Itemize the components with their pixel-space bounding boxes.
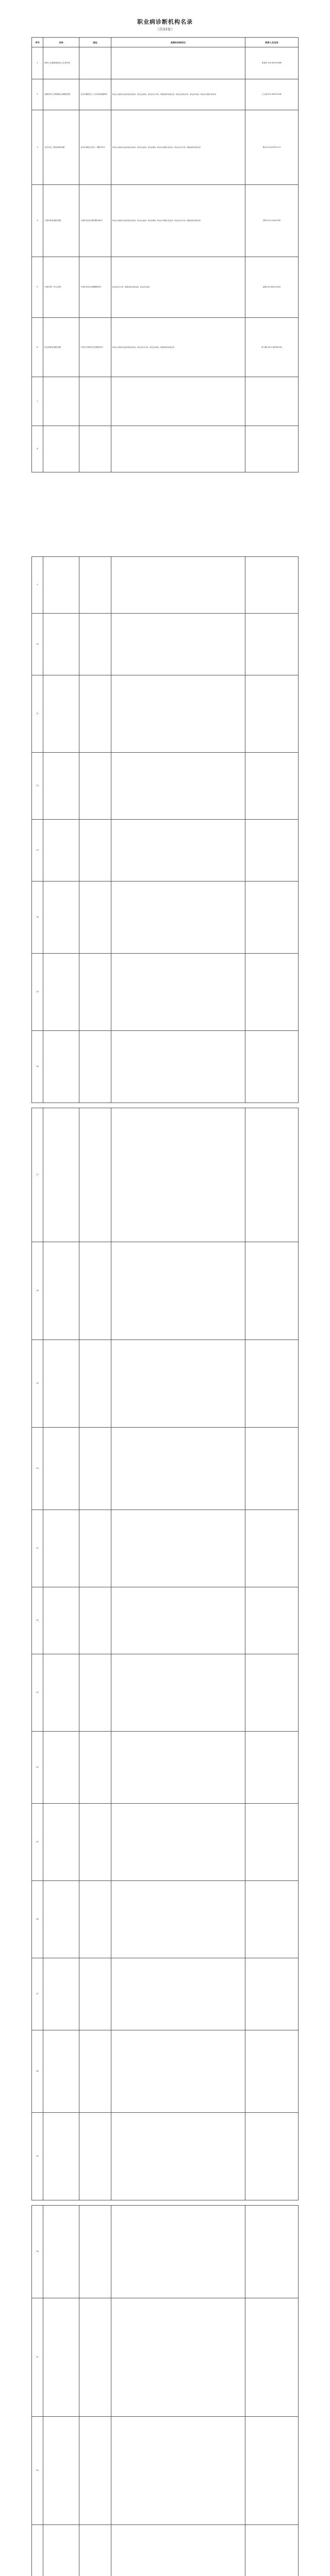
- table-row: [32, 110, 299, 185]
- diagnosis-items: [111, 1881, 245, 1958]
- diagnosis-items: [111, 820, 245, 882]
- row-number: 23: [32, 1654, 43, 1732]
- contact-info: [245, 1587, 299, 1654]
- institution-address: [79, 1732, 111, 1804]
- contact-info: [245, 2206, 299, 2298]
- row-number: 28: [32, 2030, 43, 2113]
- institution-name: [43, 1958, 79, 2030]
- table-row: [32, 185, 299, 257]
- institution-name: [43, 1881, 79, 1958]
- table-row: [32, 1510, 299, 1587]
- institution-address: [79, 1428, 111, 1510]
- table-row: [32, 426, 299, 472]
- institution-name: [43, 1804, 79, 1881]
- table-row: [32, 377, 299, 426]
- institution-name: [43, 675, 79, 753]
- institution-address: [79, 2298, 111, 2417]
- table-row: [32, 1587, 299, 1654]
- diagnosis-items: [111, 377, 245, 426]
- table-row: [32, 1340, 299, 1428]
- diagnosis-items: 职业性尘肺病及其他呼吸系统疾病、职业性皮肤病、职业性眼病、职业性耳鼻喉口腔疾病、职业性化学中毒、物理因素所致职业病: [111, 110, 245, 185]
- institution-name: [43, 557, 79, 614]
- table-row: [32, 882, 299, 954]
- table-row: [32, 1958, 299, 2030]
- row-number: 31: [32, 2298, 43, 2417]
- row-number: 12: [32, 753, 43, 820]
- contact-info: [245, 1428, 299, 1510]
- row-number: 25: [32, 1804, 43, 1881]
- row-number: 15: [32, 954, 43, 1031]
- contact-info: [245, 1108, 299, 1242]
- institution-name: [43, 882, 79, 954]
- directory-table-block-4: [31, 1654, 299, 2200]
- table-row: [32, 1804, 299, 1881]
- row-number: 11: [32, 675, 43, 753]
- institution-name: [43, 1031, 79, 1103]
- contact-info: [245, 1340, 299, 1428]
- contact-info: 张建芳 010-83132380: [245, 47, 299, 79]
- row-number: 8: [32, 426, 43, 472]
- institution-name: [43, 1732, 79, 1804]
- institution-address: [79, 557, 111, 614]
- row-number: 1: [32, 47, 43, 79]
- row-number: 29: [32, 2113, 43, 2200]
- diagnosis-items: [111, 1340, 245, 1428]
- institution-address: [79, 2206, 111, 2298]
- institution-name: [43, 753, 79, 820]
- row-number: 13: [32, 820, 43, 882]
- institution-name: [43, 1340, 79, 1428]
- institution-address: [79, 2030, 111, 2113]
- page-subtitle: （共33家）: [155, 27, 175, 31]
- column-header-institution-name: 名称: [43, 38, 79, 47]
- row-number: 18: [32, 1242, 43, 1340]
- row-number: 32: [32, 2417, 43, 2525]
- institution-name: 北京市化工职业病防治院: [43, 110, 79, 185]
- institution-address: [79, 1958, 111, 2030]
- page-title: 职业病诊断机构名录: [137, 19, 193, 25]
- institution-address: [79, 47, 111, 79]
- contact-info: [245, 2030, 299, 2113]
- contact-info: 李立鹏 0311-86955502: [245, 318, 299, 377]
- contact-info: [245, 954, 299, 1031]
- table-row: [32, 1732, 299, 1804]
- diagnosis-items: [111, 882, 245, 954]
- directory-table-block-5: [31, 2205, 299, 2576]
- table-row: [32, 820, 299, 882]
- contact-info: [245, 1804, 299, 1881]
- contact-info: [245, 1510, 299, 1587]
- contact-info: [245, 557, 299, 614]
- institution-name: 国家卫生健康委职业卫生研究所: [43, 47, 79, 79]
- contact-info: 陈岩 010-62591173: [245, 110, 299, 185]
- institution-address: [79, 2417, 111, 2525]
- diagnosis-items: [111, 2525, 245, 2576]
- contact-info: [245, 2298, 299, 2417]
- contact-info: [245, 1242, 299, 1340]
- table-row: [32, 2298, 299, 2417]
- table-row: [32, 1031, 299, 1103]
- institution-address: [79, 1242, 111, 1340]
- row-number: 5: [32, 257, 43, 318]
- row-number: 6: [32, 318, 43, 377]
- institution-name: 首都医科大学附属北京朝阳医院: [43, 79, 79, 110]
- institution-address: [79, 820, 111, 882]
- contact-info: [245, 753, 299, 820]
- row-number: [32, 2525, 43, 2576]
- row-number: 20: [32, 1428, 43, 1510]
- institution-address: [79, 675, 111, 753]
- institution-name: [43, 1654, 79, 1732]
- institution-address: [79, 753, 111, 820]
- row-number: 30: [32, 2206, 43, 2298]
- diagnosis-items: [111, 2206, 245, 2298]
- diagnosis-items: [111, 47, 245, 79]
- table-row: [32, 1108, 299, 1242]
- table-row: [32, 1242, 299, 1340]
- row-number: 9: [32, 557, 43, 614]
- institution-name: [43, 2298, 79, 2417]
- diagnosis-items: [111, 1031, 245, 1103]
- row-number: 4: [32, 185, 43, 257]
- institution-address: 天津市河北区律纬路166号: [79, 185, 111, 257]
- institution-name: [43, 426, 79, 472]
- contact-info: [245, 377, 299, 426]
- institution-name: [43, 1587, 79, 1654]
- institution-name: [43, 2525, 79, 2576]
- contact-info: [245, 426, 299, 472]
- institution-name: [43, 1108, 79, 1242]
- contact-info: [245, 2417, 299, 2525]
- diagnosis-items: [111, 2113, 245, 2200]
- institution-address: [79, 1108, 111, 1242]
- contact-info: [245, 1031, 299, 1103]
- contact-info: 刘利 022-24447230: [245, 185, 299, 257]
- institution-address: [79, 2525, 111, 2576]
- table-row: [32, 2030, 299, 2113]
- diagnosis-items: [111, 1242, 245, 1340]
- row-number: 16: [32, 1031, 43, 1103]
- institution-name: [43, 954, 79, 1031]
- table-row: [32, 2113, 299, 2200]
- contact-info: [245, 1654, 299, 1732]
- institution-address: [79, 1031, 111, 1103]
- diagnosis-items: [111, 2030, 245, 2113]
- contact-info: [245, 614, 299, 675]
- diagnosis-items: [111, 1732, 245, 1804]
- contact-info: [245, 1881, 299, 1958]
- diagnosis-items: [111, 954, 245, 1031]
- row-number: 26: [32, 1881, 43, 1958]
- diagnosis-items: [111, 2417, 245, 2525]
- table-row: [32, 557, 299, 614]
- institution-address: 天津市河东区津塘路83号: [79, 257, 111, 318]
- institution-address: [79, 1510, 111, 1587]
- institution-address: [79, 426, 111, 472]
- institution-address: [79, 954, 111, 1031]
- table-row: [32, 1881, 299, 1958]
- contact-info: [245, 2113, 299, 2200]
- diagnosis-items: [111, 1428, 245, 1510]
- directory-table-block-3: [31, 1108, 299, 1654]
- table-row: [32, 257, 299, 318]
- institution-name: [43, 2417, 79, 2525]
- column-header-diagnosis-items: 备案的诊断项目: [111, 38, 245, 47]
- diagnosis-items: [111, 753, 245, 820]
- institution-name: 天津市职业病防治院: [43, 185, 79, 257]
- table-row: [32, 47, 299, 79]
- institution-address: [79, 1654, 111, 1732]
- institution-name: 天津市第三中心医院: [43, 257, 79, 318]
- table-row: [32, 2206, 299, 2298]
- institution-name: 河北省职业病防治院: [43, 318, 79, 377]
- table-row: [32, 2417, 299, 2525]
- directory-table-block-1: [31, 37, 299, 472]
- contact-info: [245, 1732, 299, 1804]
- institution-name: [43, 1428, 79, 1510]
- contact-info: [245, 675, 299, 753]
- institution-name: [43, 1242, 79, 1340]
- diagnosis-items: [111, 1804, 245, 1881]
- diagnosis-items: [111, 557, 245, 614]
- diagnosis-items: [111, 1510, 245, 1587]
- contact-info: [245, 820, 299, 882]
- table-row: [32, 614, 299, 675]
- row-number: 2: [32, 79, 43, 110]
- table-row: [32, 318, 299, 377]
- column-header-row-number: 序号: [32, 38, 43, 47]
- row-number: 27: [32, 1958, 43, 2030]
- diagnosis-items: 职业性化学中毒、物理因素所致职业病、职业性传染病: [111, 257, 245, 318]
- diagnosis-items: [111, 2298, 245, 2417]
- table-row: [32, 954, 299, 1031]
- column-header-contact-info: 联系人及电话: [245, 38, 299, 47]
- diagnosis-items: [111, 1108, 245, 1242]
- table-row: [32, 675, 299, 753]
- row-number: 10: [32, 614, 43, 675]
- institution-name: [43, 820, 79, 882]
- institution-address: [79, 1587, 111, 1654]
- institution-name: [43, 1510, 79, 1587]
- row-number: 7: [32, 377, 43, 426]
- contact-info: 邵晓 022-84112025: [245, 257, 299, 318]
- institution-name: [43, 614, 79, 675]
- table-row: [32, 753, 299, 820]
- institution-address: 石家庄市新华区民族路35号: [79, 318, 111, 377]
- diagnosis-items: 职业性尘肺病及其他呼吸系统疾病、职业性皮肤病、职业性眼病、职业性耳鼻喉口腔疾病、职业性化学中毒、物理因素所致职业病: [111, 185, 245, 257]
- diagnosis-items: [111, 1654, 245, 1732]
- institution-name: [43, 2030, 79, 2113]
- row-number: 21: [32, 1510, 43, 1587]
- row-number: 24: [32, 1732, 43, 1804]
- institution-address: [79, 882, 111, 954]
- contact-info: [245, 2525, 299, 2576]
- table-row: [32, 1654, 299, 1732]
- diagnosis-items: 职业性尘肺病及其他呼吸系统疾病、职业性皮肤病、职业性化学中毒、物理因素所致职业病、职业性放射性疾病、职业性传染病、职业性耳鼻喉口腔疾病: [111, 79, 245, 110]
- diagnosis-items: 职业性尘肺病及其他呼吸系统疾病、职业性化学中毒、职业性皮肤病、物理因素所致职业病: [111, 318, 245, 377]
- institution-address: [79, 614, 111, 675]
- diagnosis-items: [111, 426, 245, 472]
- row-number: 19: [32, 1340, 43, 1428]
- row-number: 3: [32, 110, 43, 185]
- institution-address: [79, 377, 111, 426]
- table-header-row: [32, 38, 299, 47]
- diagnosis-items: [111, 614, 245, 675]
- directory-table-block-2: [31, 556, 299, 1103]
- diagnosis-items: [111, 1958, 245, 2030]
- institution-address: 北京市海淀区香山一棵松50号: [79, 110, 111, 185]
- row-number: 14: [32, 882, 43, 954]
- table-row: [32, 1428, 299, 1510]
- table-row: [32, 79, 299, 110]
- institution-name: [43, 2113, 79, 2200]
- institution-name: [43, 2206, 79, 2298]
- institution-address: [79, 1804, 111, 1881]
- contact-info: [245, 882, 299, 954]
- institution-address: [79, 1340, 111, 1428]
- row-number: 17: [32, 1108, 43, 1242]
- diagnosis-items: [111, 675, 245, 753]
- institution-address: 北京市朝阳区工人体育场南路8号: [79, 79, 111, 110]
- table-row: [32, 2525, 299, 2576]
- diagnosis-items: [111, 1587, 245, 1654]
- institution-name: [43, 377, 79, 426]
- institution-address: [79, 2113, 111, 2200]
- row-number: 22: [32, 1587, 43, 1654]
- contact-info: 王文超 010-85231500: [245, 79, 299, 110]
- contact-info: [245, 1958, 299, 2030]
- column-header-institution-address: 地址: [79, 38, 111, 47]
- institution-address: [79, 1881, 111, 1958]
